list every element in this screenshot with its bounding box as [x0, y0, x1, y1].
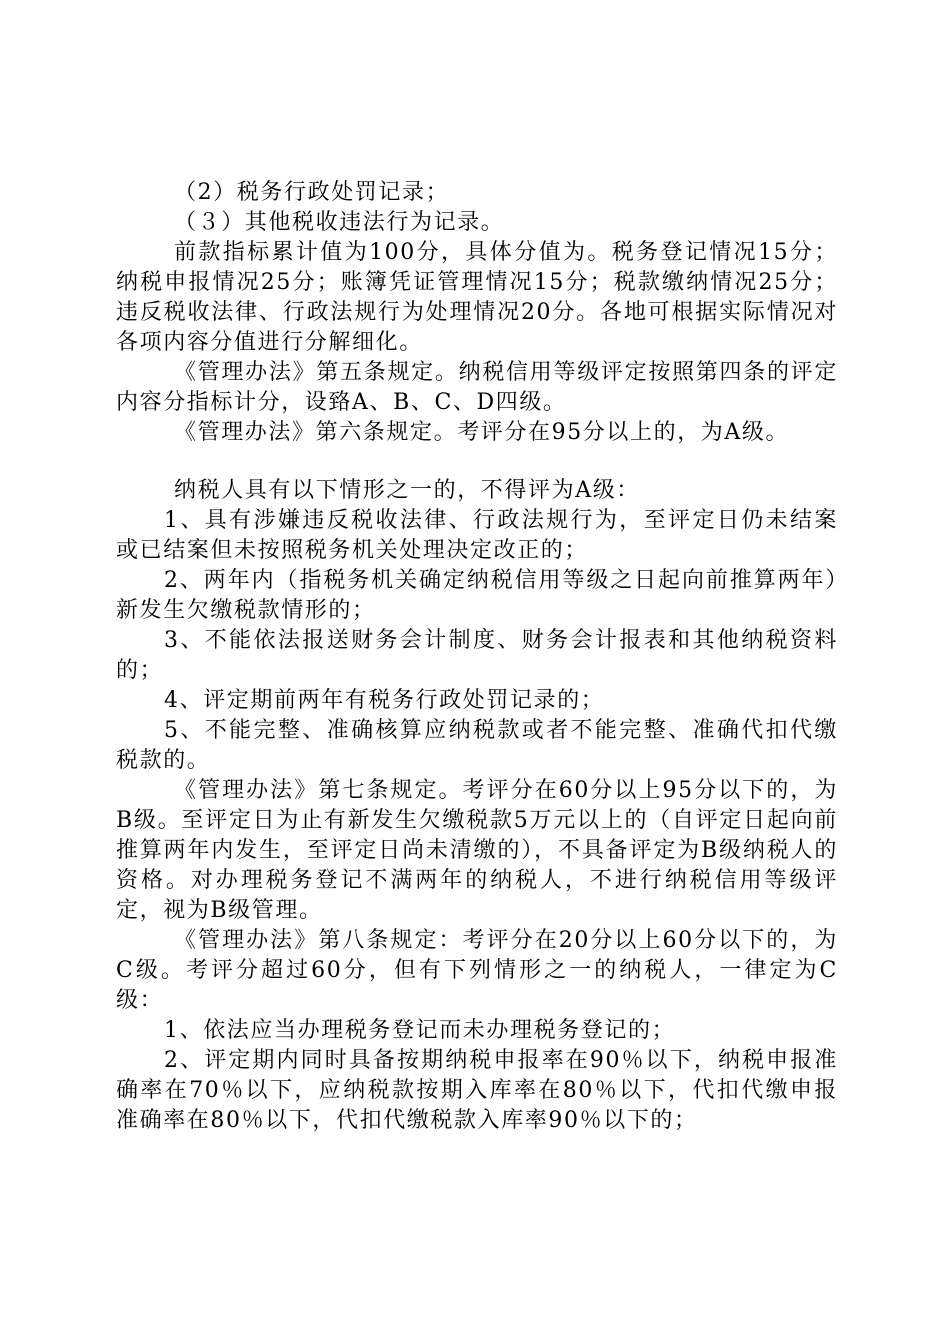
paragraph-item-2: （2）税务行政处罚记录；	[174, 180, 450, 205]
paragraph-score-breakdown: 前款指标累计值为100分，具体分值为。税务登记情况15分；纳税申报情况25分；账簿凭证管理情况15分；税款缴纳情况25分；违反税收法律、行政法规行为处理情况20分。各地可根据实际情况对各项内容分值进行分解细化。	[116, 240, 838, 355]
paragraph-article-6: 《管理办法》第六条规定。考评分在95分以上的，为A级。	[174, 420, 790, 445]
list-item-c-1: 1、依法应当办理税务登记而未办理税务登记的；	[164, 1018, 676, 1043]
list-item-a-2: 2、两年内（指税务机关确定纳税信用等级之日起向前推算两年）新发生欠缴税款情形的；	[116, 568, 838, 623]
list-item-a-3: 3、不能依法报送财务会计制度、财务会计报表和其他纳税资料的；	[116, 628, 838, 683]
list-item-a-4: 4、评定期前两年有税务行政处罚记录的；	[164, 688, 605, 713]
list-item-a-1: 1、具有涉嫌违反税收法律、行政法规行为，至评定日仍未结案或已结案但未按照税务机关处理决定改正的；	[116, 508, 838, 563]
paragraph-article-7: 《管理办法》第七条规定。考评分在60分以上95分以下的，为B级。至评定日为止有新发生欠缴税款5万元以上的（自评定日起向前推算两年内发生，至评定日尚未清缴的），不具备评定为B级纳税人的资格。对办理税务登记不满两年的纳税人，不进行纳税信用等级评定，视为B级管理。	[116, 778, 838, 923]
document-body	[116, 178, 838, 1136]
paragraph-article-5: 《管理办法》第五条规定。纳税信用等级评定按照第四条的评定内容分指标计分，设臵A、B、C、D四级。	[116, 360, 838, 415]
paragraph-item-3: （３）其他税收违法行为记录。	[174, 210, 505, 235]
list-item-a-5: 5、不能完整、准确核算应纳税款或者不能完整、准确代扣代缴税款的。	[116, 718, 838, 773]
list-item-c-2: 2、评定期内同时具备按期纳税申报率在90％以下，纳税申报准确率在70％以下，应纳税款按期入库率在80％以下，代扣代缴申报准确率在80％以下，代扣代缴税款入库率90％以下的；	[116, 1048, 838, 1133]
paragraph-article-8: 《管理办法》第八条规定：考评分在20分以上60分以下的，为C级。考评分超过60分，但有下列情形之一的纳税人，一律定为C级：	[116, 928, 838, 1013]
paragraph-a-exclusions-heading: 纳税人具有以下情形之一的，不得评为A级：	[174, 478, 640, 503]
